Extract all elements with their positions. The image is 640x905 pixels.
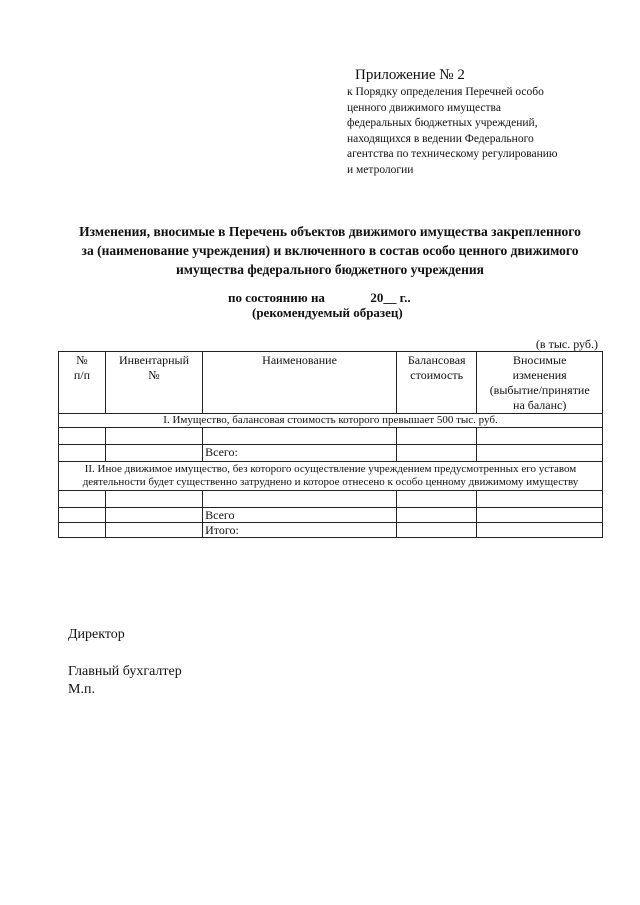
table-cell: [59, 491, 106, 508]
header-inventory: Инвентарный №: [105, 352, 202, 414]
sample-note: (рекомендуемый образец): [252, 305, 403, 320]
table-cell: [477, 491, 603, 508]
header-name: Наименование: [203, 352, 397, 414]
director-signature: Директор: [68, 627, 125, 642]
table-cell: [105, 445, 202, 462]
table-cell: [477, 428, 603, 445]
table-row: [59, 491, 603, 508]
assets-table: [58, 351, 603, 538]
appendix-title: Приложение № 2: [355, 67, 465, 83]
header-balance: Балансовая стоимость: [397, 352, 477, 414]
table-cell: [397, 508, 477, 523]
appendix-line: федеральных бюджетных учреждений,: [347, 117, 538, 129]
table-cell: [397, 445, 477, 462]
section-2-title: II. Иное движимое имущество, без которого осуществление учреждением предусмотренных его уставом деятельности будет существенно затруднено и которое отнесено к особо ценному движимому имуществу: [59, 462, 603, 491]
stamp-placeholder: М.п.: [68, 682, 95, 697]
table-cell: [397, 523, 477, 538]
section-1-total-label: Всего:: [203, 445, 397, 462]
appendix-block: [347, 66, 617, 178]
section-2-row: [59, 462, 603, 491]
units-note: (в тыс. руб.): [535, 337, 598, 351]
table-header-row: [59, 352, 603, 414]
table-cell: [105, 508, 202, 523]
section-1-total-row: [59, 445, 603, 462]
appendix-text: [347, 85, 617, 178]
date-line: по состоянию на 20__ г..: [228, 290, 411, 305]
heading-line: имущества федерального бюджетного учреждения: [176, 262, 484, 277]
table-cell: [397, 428, 477, 445]
table-cell: [477, 445, 603, 462]
header-number: № п/п: [59, 352, 106, 414]
table-cell: [203, 491, 397, 508]
table-row: [59, 428, 603, 445]
table-cell: [59, 508, 106, 523]
table-cell: [203, 428, 397, 445]
table-cell: [59, 445, 106, 462]
heading-line: Изменения, вносимые в Перечень объектов движимого имущества закрепленного: [79, 224, 581, 239]
document-heading: [40, 222, 620, 279]
grand-total-row: [59, 523, 603, 538]
table-cell: [105, 428, 202, 445]
appendix-line: находящихся в ведении Федерального: [347, 132, 534, 145]
header-changes: Вносимые изменения (выбытие/принятие на баланс): [477, 352, 603, 414]
grand-total-label: Итого:: [203, 523, 397, 538]
table-cell: [105, 491, 202, 508]
section-2-total-row: [59, 508, 603, 523]
table-cell: [59, 428, 106, 445]
appendix-line: и метрологии: [347, 163, 414, 176]
section-1-title: I. Имущество, балансовая стоимость которого превышает 500 тыс. руб.: [59, 414, 603, 428]
table-cell: [477, 523, 603, 538]
appendix-line: ценного движимого имущества: [347, 101, 501, 114]
table-cell: [59, 523, 106, 538]
section-2-total-label: Всего: [203, 508, 397, 523]
table-cell: [105, 523, 202, 538]
heading-line: за (наименование учреждения) и включенного в состав особо ценного движимого: [81, 243, 579, 258]
appendix-line: агентства по техническому регулированию: [347, 148, 558, 160]
table-cell: [397, 491, 477, 508]
accountant-signature: Главный бухгалтер: [68, 664, 182, 679]
table-cell: [477, 508, 603, 523]
section-1-row: [59, 414, 603, 428]
appendix-line: к Порядку определения Перечней особо: [347, 86, 544, 98]
